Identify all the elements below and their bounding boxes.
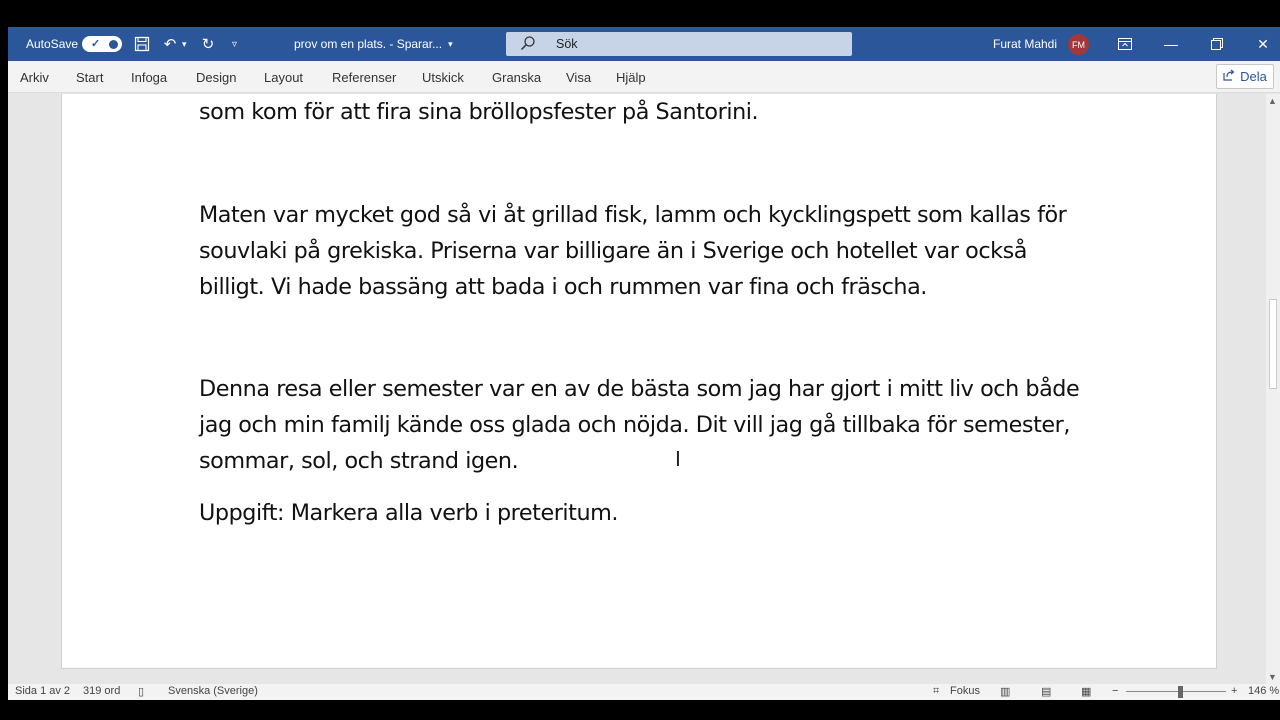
undo-dropdown-icon[interactable]: ▾ bbox=[182, 38, 187, 49]
autosave-toggle[interactable] bbox=[82, 36, 122, 52]
status-bar bbox=[8, 684, 1280, 700]
focus-icon[interactable]: ⌗ bbox=[933, 685, 940, 697]
text-line: jag och min familj kände oss glada och nöjda. Dit vill jag gå tillbaka för semester, bbox=[199, 412, 1071, 438]
title-bar bbox=[8, 27, 1280, 61]
ribbon-display-options-icon[interactable] bbox=[1102, 27, 1148, 61]
read-mode-icon[interactable]: ▥ bbox=[1000, 686, 1011, 698]
ribbon bbox=[8, 61, 1280, 93]
search-icon bbox=[520, 35, 544, 54]
restore-icon[interactable] bbox=[1194, 27, 1240, 61]
document-area bbox=[8, 94, 1262, 684]
paragraph-1[interactable] bbox=[199, 94, 1099, 130]
scroll-up-icon[interactable]: ▲ bbox=[1268, 96, 1277, 106]
tab-utskick[interactable]: Utskick bbox=[422, 69, 464, 85]
scrollbar-thumb[interactable] bbox=[1269, 299, 1277, 389]
text-line: som kom för att fira sina bröllopsfester på Santorini. bbox=[199, 99, 759, 125]
undo-icon[interactable]: ↶ bbox=[163, 36, 177, 53]
tab-referenser[interactable]: Referenser bbox=[332, 69, 397, 85]
zoom-slider[interactable] bbox=[1126, 691, 1226, 692]
tab-hjalp[interactable]: Hjälp bbox=[616, 69, 646, 85]
share-icon bbox=[1223, 69, 1235, 84]
avatar[interactable]: FM bbox=[1068, 34, 1089, 55]
word-count[interactable]: 319 ord bbox=[83, 685, 121, 697]
search-placeholder: Sök bbox=[556, 37, 578, 51]
chevron-down-icon: ▾ bbox=[448, 38, 453, 49]
tab-start[interactable]: Start bbox=[76, 69, 104, 85]
print-layout-icon[interactable]: ▤ bbox=[1041, 686, 1052, 698]
paragraph-2[interactable] bbox=[199, 197, 1099, 305]
minimize-icon[interactable]: — bbox=[1164, 36, 1178, 52]
check-icon: ✓ bbox=[91, 38, 101, 50]
share-label: Dela bbox=[1240, 69, 1267, 84]
text-line: sommar, sol, och strand igen. bbox=[199, 448, 519, 474]
tab-visa[interactable]: Visa bbox=[566, 69, 592, 85]
tab-design[interactable]: Design bbox=[196, 69, 237, 85]
zoom-in-icon[interactable]: + bbox=[1231, 685, 1238, 697]
tab-arkiv[interactable]: Arkiv bbox=[20, 69, 49, 85]
document-title[interactable] bbox=[294, 27, 453, 61]
tab-granska[interactable]: Granska bbox=[492, 69, 542, 85]
document-title-text: prov om en plats. - Sparar... bbox=[294, 37, 443, 51]
web-layout-icon[interactable]: ▦ bbox=[1081, 686, 1092, 698]
paragraph-4[interactable] bbox=[199, 495, 1099, 531]
proofing-icon[interactable]: ▯ bbox=[138, 686, 145, 698]
tab-layout[interactable]: Layout bbox=[264, 69, 304, 85]
zoom-slider-thumb[interactable] bbox=[1178, 686, 1183, 698]
text-line: billigt. Vi hade bassäng att bada i och rummen var fina och fräscha. bbox=[199, 274, 927, 300]
zoom-out-icon[interactable]: − bbox=[1112, 685, 1119, 697]
text-line: Denna resa eller semester var en av de bästa som jag har gjort i mitt liv och både bbox=[199, 376, 1080, 402]
document-page[interactable] bbox=[61, 94, 1217, 669]
text-line: souvlaki på grekiska. Priserna var billigare än i Sverige och hotellet var också bbox=[199, 238, 1027, 264]
page-count[interactable]: Sida 1 av 2 bbox=[15, 685, 71, 697]
save-icon[interactable] bbox=[130, 27, 154, 61]
tab-infoga[interactable]: Infoga bbox=[131, 69, 168, 85]
text-line: Uppgift: Markera alla verb i preteritum. bbox=[199, 500, 619, 526]
search-input[interactable] bbox=[506, 32, 852, 56]
user-name[interactable]: Furat Mahdi bbox=[993, 37, 1058, 51]
customize-toolbar-icon[interactable]: ▿ bbox=[232, 38, 238, 50]
zoom-level[interactable]: 146 % bbox=[1248, 685, 1280, 697]
paragraph-3[interactable] bbox=[199, 371, 1099, 479]
focus-label[interactable]: Fokus bbox=[950, 685, 980, 697]
close-icon[interactable]: ✕ bbox=[1257, 35, 1269, 52]
language[interactable]: Svenska (Sverige) bbox=[168, 685, 258, 697]
scroll-down-icon[interactable]: ▼ bbox=[1268, 672, 1277, 682]
autosave-label: AutoSave bbox=[26, 37, 79, 51]
redo-icon[interactable]: ↻ bbox=[201, 36, 215, 53]
toggle-knob bbox=[109, 40, 118, 49]
word-window bbox=[8, 27, 1280, 700]
text-cursor-icon: I bbox=[675, 447, 681, 471]
share-button[interactable] bbox=[1216, 64, 1274, 89]
text-line: Maten var mycket god så vi åt grillad fisk, lamm och kycklingspett som kallas för bbox=[199, 202, 1067, 228]
vertical-scrollbar[interactable] bbox=[1266, 94, 1280, 684]
